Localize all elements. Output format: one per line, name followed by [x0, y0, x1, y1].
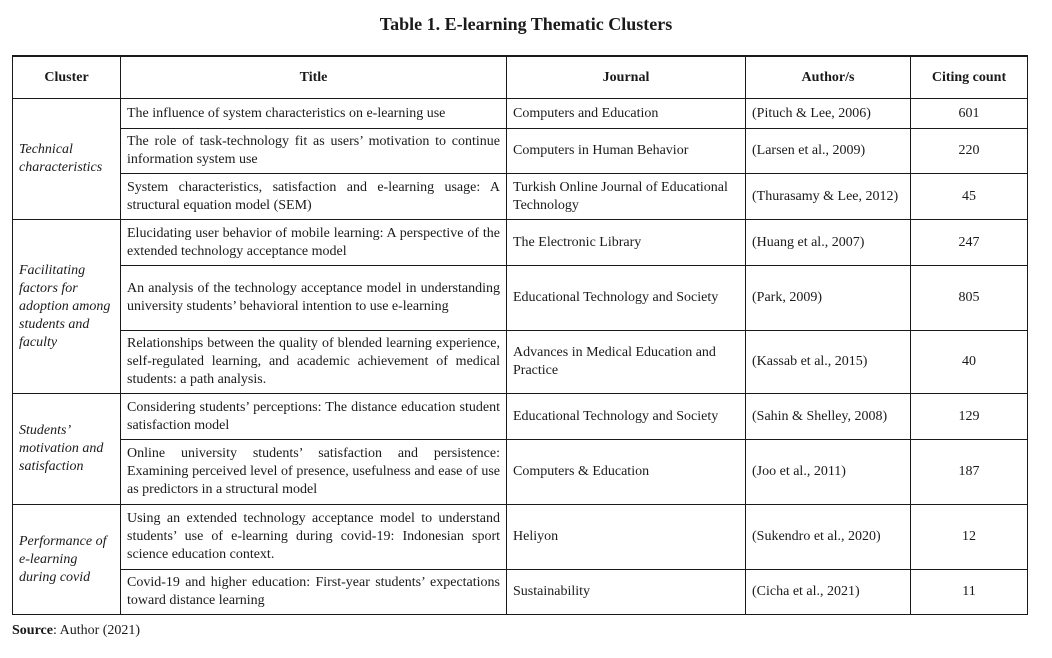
authors-cell: (Pituch & Lee, 2006) — [746, 99, 911, 129]
title-cell: Using an extended technology acceptance model to understand students’ use of e-learning during covid-19: Indonesian sport science education context. — [121, 505, 507, 570]
header-cluster: Cluster — [13, 56, 121, 99]
authors-cell: (Sahin & Shelley, 2008) — [746, 394, 911, 440]
table-row — [13, 505, 1028, 570]
title-cell: The influence of system characteristics on e-learning use — [121, 99, 507, 129]
count-cell: 220 — [911, 129, 1028, 174]
count-cell: 247 — [911, 220, 1028, 266]
table-row — [13, 266, 1028, 331]
count-cell: 601 — [911, 99, 1028, 129]
journal-cell: Computers and Education — [507, 99, 746, 129]
title-cell: Online university students’ satisfaction and persistence: Examining perceived level of presence, usefulness and ease of use as predictors in a structural model — [121, 440, 507, 505]
title-cell: Covid-19 and higher education: First-year students’ expectations toward distance learning — [121, 570, 507, 615]
table-row — [13, 440, 1028, 505]
count-cell: 12 — [911, 505, 1028, 570]
header-row — [13, 56, 1028, 99]
title-cell: Considering students’ perceptions: The distance education student satisfaction model — [121, 394, 507, 440]
authors-cell: (Park, 2009) — [746, 266, 911, 331]
table-row — [13, 99, 1028, 129]
count-cell: 129 — [911, 394, 1028, 440]
journal-cell: The Electronic Library — [507, 220, 746, 266]
authors-cell: (Kassab et al., 2015) — [746, 331, 911, 394]
journal-cell: Educational Technology and Society — [507, 394, 746, 440]
header-title: Title — [121, 56, 507, 99]
authors-cell: (Thurasamy & Lee, 2012) — [746, 174, 911, 220]
count-cell: 45 — [911, 174, 1028, 220]
header-authors: Author/s — [746, 56, 911, 99]
source-note — [12, 623, 140, 639]
journal-cell: Heliyon — [507, 505, 746, 570]
cluster-cell: Students’ motivation and satisfaction — [13, 394, 121, 505]
journal-cell: Computers & Education — [507, 440, 746, 505]
header-journal: Journal — [507, 56, 746, 99]
authors-cell: (Cicha et al., 2021) — [746, 570, 911, 615]
journal-cell: Turkish Online Journal of Educational Technology — [507, 174, 746, 220]
authors-cell: (Sukendro et al., 2020) — [746, 505, 911, 570]
title-cell: An analysis of the technology acceptance model in understanding university students’ behavioral intention to use e-learning — [121, 266, 507, 331]
table-row — [13, 394, 1028, 440]
title-cell: Relationships between the quality of blended learning experience, self-regulated learning, and academic achievement of medical students: a path analysis. — [121, 331, 507, 394]
count-cell: 187 — [911, 440, 1028, 505]
table-row — [13, 570, 1028, 615]
header-citing-count: Citing count — [911, 56, 1028, 99]
title-cell: The role of task-technology fit as users’ motivation to continue information system use — [121, 129, 507, 174]
title-cell: System characteristics, satisfaction and e-learning usage: A structural equation model (SEM) — [121, 174, 507, 220]
cluster-cell: Performance of e-learning during covid — [13, 505, 121, 615]
source-text: : Author (2021) — [52, 623, 141, 638]
authors-cell: (Larsen et al., 2009) — [746, 129, 911, 174]
thematic-clusters-table — [12, 55, 1028, 615]
table-row — [13, 331, 1028, 394]
journal-cell: Advances in Medical Education and Practice — [507, 331, 746, 394]
journal-cell: Computers in Human Behavior — [507, 129, 746, 174]
count-cell: 805 — [911, 266, 1028, 331]
table-row — [13, 220, 1028, 266]
journal-cell: Sustainability — [507, 570, 746, 615]
count-cell: 11 — [911, 570, 1028, 615]
table-row — [13, 174, 1028, 220]
count-cell: 40 — [911, 331, 1028, 394]
authors-cell: (Huang et al., 2007) — [746, 220, 911, 266]
cluster-cell: Technical characteristics — [13, 99, 121, 220]
authors-cell: (Joo et al., 2011) — [746, 440, 911, 505]
table-row — [13, 129, 1028, 174]
source-label: Source — [12, 623, 53, 638]
title-cell: Elucidating user behavior of mobile learning: A perspective of the extended technology acceptance model — [121, 220, 507, 266]
cluster-cell: Facilitating factors for adoption among students and faculty — [13, 220, 121, 394]
table-caption: Table 1. E-learning Thematic Clusters — [379, 14, 673, 34]
journal-cell: Educational Technology and Society — [507, 266, 746, 331]
